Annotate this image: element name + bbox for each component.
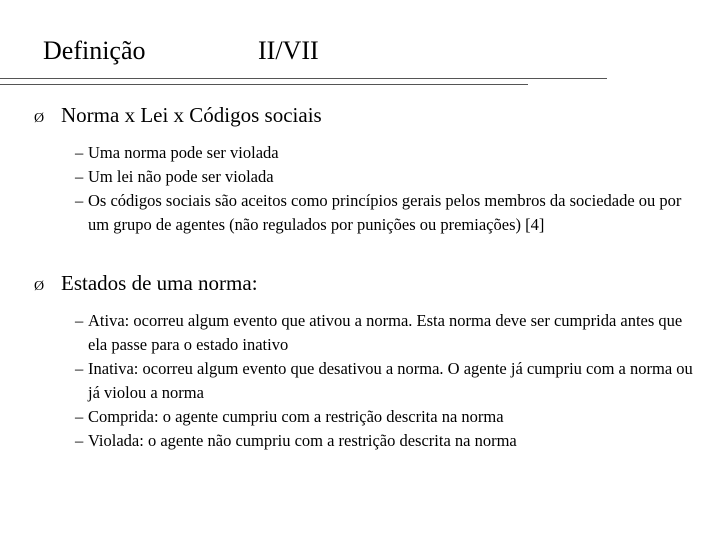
dash-bullet-icon: – bbox=[75, 311, 84, 330]
sub-bullet-item bbox=[75, 405, 694, 429]
sub-bullet-item bbox=[75, 141, 694, 165]
sub-bullet-list bbox=[75, 309, 694, 453]
sub-bullet-item bbox=[75, 429, 694, 453]
sub-bullet-text: Ativa: ocorreu algum evento que ativou a norma. Esta norma deve ser cumprida antes que ela passe para o estado inativo bbox=[88, 311, 683, 354]
sub-bullet-item bbox=[75, 309, 694, 357]
sub-bullet-item bbox=[75, 357, 694, 405]
dash-bullet-icon: – bbox=[75, 191, 84, 210]
sub-bullet-text: Violada: o agente não cumpriu com a restrição descrita na norma bbox=[88, 431, 517, 450]
bullet-section-norma-lei bbox=[34, 101, 694, 237]
dash-bullet-icon: – bbox=[75, 407, 84, 426]
sub-bullet-text: Os códigos sociais são aceitos como princípios gerais pelos membros da sociedade ou por um grupo de agentes (não regulados por punições ou premiações) [4] bbox=[88, 191, 682, 234]
arrow-bullet-icon: Ø bbox=[34, 279, 45, 294]
bullet-heading-text: Norma x Lei x Códigos sociais bbox=[61, 103, 322, 127]
header-divider-short bbox=[0, 84, 528, 85]
sub-bullet-item bbox=[75, 189, 694, 237]
bullet-heading bbox=[34, 101, 694, 133]
dash-bullet-icon: – bbox=[75, 167, 84, 186]
bullet-heading bbox=[34, 269, 694, 301]
sub-bullet-text: Comprida: o agente cumpriu com a restrição descrita na norma bbox=[88, 407, 504, 426]
sub-bullet-item bbox=[75, 165, 694, 189]
dash-bullet-icon: – bbox=[75, 143, 84, 162]
header-divider-long bbox=[0, 78, 607, 79]
sub-bullet-text: Inativa: ocorreu algum evento que desativou a norma. O agente já cumpriu com a norma ou já violou a norma bbox=[88, 359, 693, 402]
sub-bullet-list bbox=[75, 141, 694, 237]
dash-bullet-icon: – bbox=[75, 431, 84, 450]
slide-title: Definição bbox=[43, 36, 146, 65]
dash-bullet-icon: – bbox=[75, 359, 84, 378]
sub-bullet-text: Um lei não pode ser violada bbox=[88, 167, 274, 186]
bullet-heading-text: Estados de uma norma: bbox=[61, 271, 258, 295]
sub-bullet-text: Uma norma pode ser violada bbox=[88, 143, 279, 162]
arrow-bullet-icon: Ø bbox=[34, 111, 45, 126]
bullet-section-estados bbox=[34, 269, 694, 453]
slide-counter: II/VII bbox=[258, 36, 319, 65]
